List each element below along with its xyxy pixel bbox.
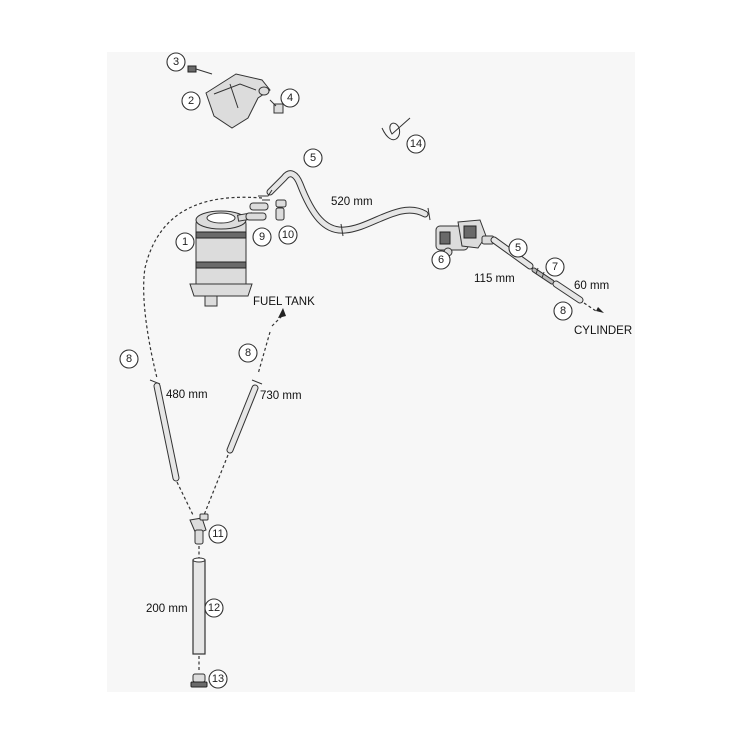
hose-200-label: 200 mm xyxy=(146,603,188,615)
callout-3 xyxy=(167,53,185,71)
callout-12 xyxy=(205,599,223,617)
bracket-part xyxy=(206,74,270,128)
svg-text:10: 10 xyxy=(281,229,295,241)
svg-text:3: 3 xyxy=(172,56,180,68)
callout-5-top xyxy=(304,149,322,167)
svg-text:6: 6 xyxy=(437,254,445,266)
hose-730-label: 730 mm xyxy=(260,390,302,402)
svg-text:8: 8 xyxy=(244,347,252,359)
callout-10 xyxy=(279,226,297,244)
hose-200-part xyxy=(193,546,205,672)
t-fitting-part xyxy=(190,514,208,544)
svg-text:4: 4 xyxy=(286,92,294,104)
svg-text:8: 8 xyxy=(559,305,567,317)
callout-5-right xyxy=(509,239,527,257)
svg-text:2: 2 xyxy=(187,95,195,107)
callout-4 xyxy=(281,89,299,107)
callout-8-middle xyxy=(239,344,257,362)
callout-8-right xyxy=(554,302,572,320)
nut-part xyxy=(270,100,283,113)
callout-6 xyxy=(432,251,450,269)
svg-text:7: 7 xyxy=(551,261,559,273)
hose-480-label: 480 mm xyxy=(166,389,208,401)
svg-text:11: 11 xyxy=(212,528,224,540)
hose-115-label: 115 mm xyxy=(474,273,515,285)
svg-text:8: 8 xyxy=(125,353,133,365)
callout-7 xyxy=(546,258,564,276)
svg-text:12: 12 xyxy=(207,602,221,614)
purge-valve-part xyxy=(436,220,494,256)
hose-60-label: 60 mm xyxy=(574,280,610,292)
fuel-tank-label: FUEL TANK xyxy=(253,296,315,308)
screw-part xyxy=(188,66,212,74)
svg-text:13: 13 xyxy=(211,673,225,685)
canister-part xyxy=(190,211,252,306)
callout-8-left xyxy=(120,350,138,368)
hose-730-part xyxy=(204,308,286,515)
svg-text:1: 1 xyxy=(181,236,189,248)
fitting-9-part xyxy=(246,203,268,220)
callout-13 xyxy=(209,670,227,688)
svg-text:5: 5 xyxy=(309,152,317,164)
callout-11 xyxy=(209,525,227,543)
cable-tie-part xyxy=(382,118,410,140)
callout-9 xyxy=(253,228,271,246)
fitting-10-part xyxy=(276,208,284,220)
svg-text:14: 14 xyxy=(409,138,423,150)
cylinder-label: CYLINDER xyxy=(574,325,633,337)
hose-520-label: 520 mm xyxy=(331,196,373,208)
callout-1 xyxy=(176,233,194,251)
callout-14 xyxy=(407,135,425,153)
svg-text:5: 5 xyxy=(514,242,522,254)
callout-2 xyxy=(182,92,200,110)
svg-text:9: 9 xyxy=(258,231,266,243)
cap-part xyxy=(191,674,207,687)
